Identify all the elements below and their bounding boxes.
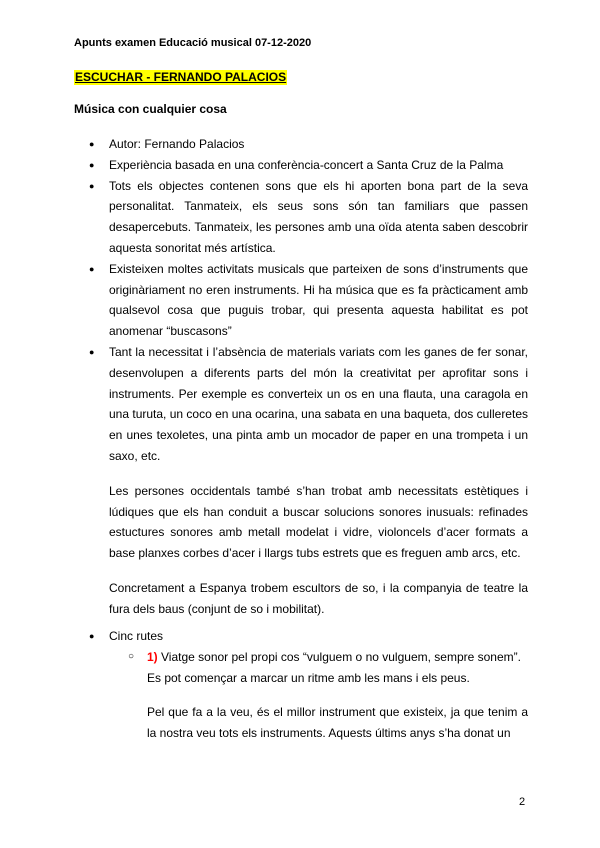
list-item: ● Tant la necessitat i l’absència de materials variats com les ganes de fer sonar, desenvolupen a diferents parts del món la creativitat per aprofitar sons i instruments. Per exemple es converteix un os en una flauta, una caragola en una turuta, un coco en una ocarina, una sabata en una baqueta, dos culleretes en unes texoletes, una pinta amb un mocador de paper en una trompeta i un saxo, etc. bbox=[74, 342, 528, 467]
subtitle: Música con cualquier cosa bbox=[74, 102, 227, 116]
paragraph: Les persones occidentals també s’han trobat amb necessitats estètiques i lúdiques que els han conduit a buscar solucions sonores inusuals: refinades estuctures sonores amb metall modelat i vidre, violoncels d’acer formats a base planxes corbes d’acer i llargs tubs estrets que es freguen amb arcs, etc. bbox=[109, 483, 528, 561]
list-item: ● Autor: Fernando Palacios bbox=[74, 134, 528, 155]
paragraph: Concretament a Espanya trobem escultors de so, i la companyia de teatre la fura dels baus (conjunt de so i mobilitat). bbox=[109, 580, 528, 616]
item-number: 1) bbox=[147, 649, 158, 664]
page-number: 2 bbox=[519, 796, 526, 808]
bullet-icon: ● bbox=[89, 346, 95, 357]
list-item: ● Cinc rutes bbox=[74, 626, 528, 647]
page-header: Apunts examen Educació musical 07-12-2020 bbox=[74, 37, 312, 49]
cinc-rutes-section bbox=[74, 626, 528, 744]
sub-list-item: ○ 1) Viatge sonor pel propi cos “vulguem o no vulguem, sempre sonem”. Es pot començar a marcar un ritme amb les mans i els peus. bbox=[74, 647, 528, 689]
circle-bullet-icon: ○ bbox=[128, 650, 135, 662]
bullet-icon: ● bbox=[89, 139, 95, 149]
section-title: ESCUCHAR - FERNANDO PALACIOS bbox=[75, 70, 287, 84]
list-item: ● Tots els objectes contenen sons que els hi aporten bona part de la seva personalitat. Tanmateix, els seus sons són tan familiars que passen desapercebuts. Tanmateix, les persones amb una oïda atenta saben descobrir aquesta sonoritat més artística. bbox=[74, 176, 528, 259]
bullet-icon: ● bbox=[89, 159, 95, 170]
paragraph: Pel que fa a la veu, és el millor instrument que existeix, ja que tenim a la nostra veu tots els instruments. Aquests últims anys s’ha donat un bbox=[147, 705, 528, 741]
bullet-list bbox=[74, 134, 528, 620]
list-item: ● Experiència basada en una conferència-concert a Santa Cruz de la Palma bbox=[74, 155, 528, 176]
list-item: ● Existeixen moltes activitats musicals que parteixen de sons d’instruments que originàriament no eren instruments. Hi ha música que es fa pràcticament amb qualsevol cosa que puguis trobar, qui presenta aquesta habilitat es pot anomenar “buscasons” bbox=[74, 259, 528, 342]
bullet-icon: ● bbox=[89, 263, 95, 274]
bullet-icon: ● bbox=[89, 631, 95, 641]
bullet-icon: ● bbox=[89, 180, 95, 191]
